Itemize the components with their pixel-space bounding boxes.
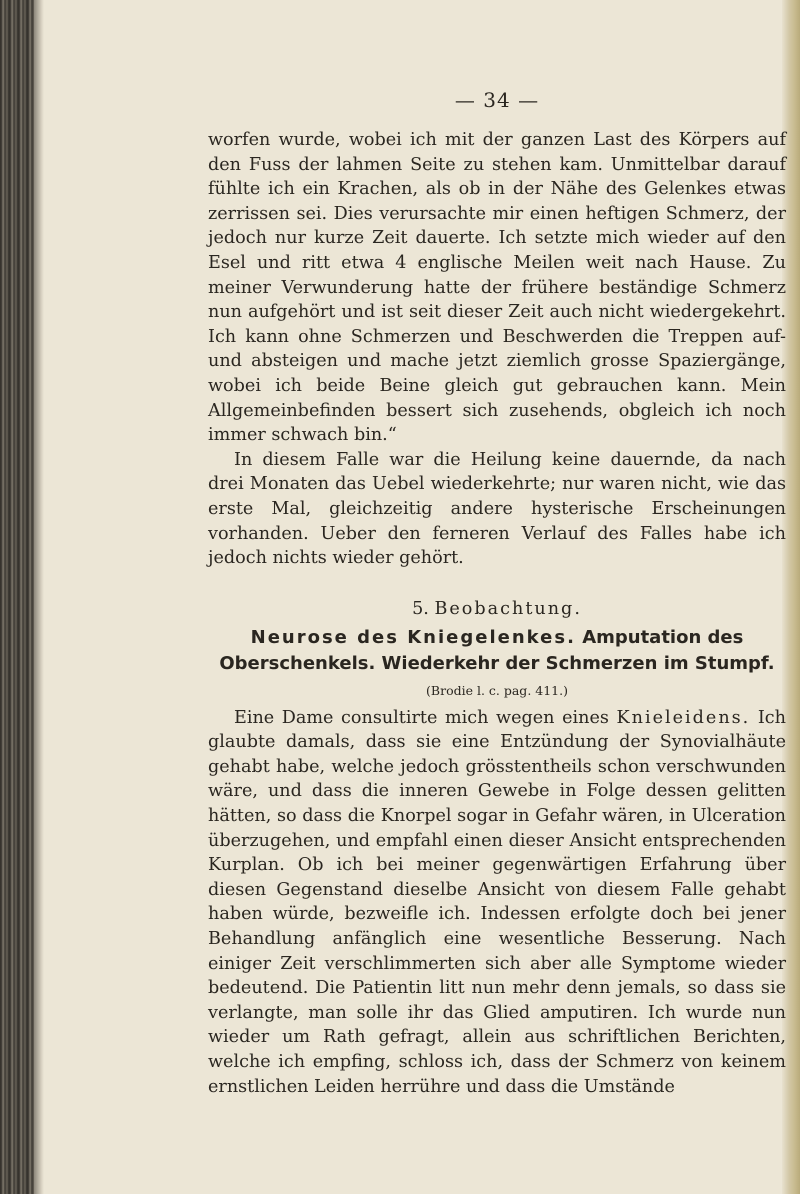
scan-binding-shadow <box>0 0 34 1194</box>
section-number-word: Beobachtung. <box>434 598 582 619</box>
paragraph-case-start: Eine Dame consultirte mich wegen eines <box>234 707 609 728</box>
section-title-neurose: Neurose des Kniegelenkes. <box>250 626 576 648</box>
paragraph-case-rest: Ich glaubte damals, dass sie eine Entzündung der Synovialhäute gehabt habe, welche jedoch grösstentheils schon verschwunden wäre, und dass die inneren Gewebe in Folge dessen gelitten hätten, so dass die Knorpel sogar in Gefahr wären, in Ulceration überzugehen, und empfahl einen dieser Ansicht entsprechenden Kurplan. Ob ich bei meiner gegenwärtigen Erfahrung über diesen Gegenstand dieselbe Ansicht von diesem Falle gehabt haben würde, bezweifle ich. Indessen erfolgte doch bei jener Behandlung anfänglich eine wesentliche Besserung. Nach einiger Zeit verschlimmerten sich aber alle Symptome wieder bedeutend. Die Patientin litt nun mehr denn jemals, so dass sie verlangte, man solle ihr das Glied amputiren. Ich wurde nun wieder um Rath gefragt, allein aus schriftlichen Berichten, welche ich empfing, schloss ich, dass der Schmerz von keinem ernstlichen Leiden herrühre und dass die Umstände <box>208 707 786 1097</box>
section-title <box>208 625 786 677</box>
page-number: — 34 — <box>454 88 540 112</box>
paragraph-case <box>208 706 786 1100</box>
paragraph-heilung: In diesem Falle war die Heilung keine dauernde, da nach drei Monaten das Uebel wiederkehrte; nur waren nicht, wie das erste Mal, gleichzeitig andere hysterische Erscheinungen vorhanden. Ueber den ferneren Verlauf des Falles habe ich jedoch nichts wieder gehört. <box>208 449 786 569</box>
paragraph-continuation: worfen wurde, wobei ich mit der ganzen Last des Körpers auf den Fuss der lahmen Seite zu stehen kam. Unmittelbar darauf fühlte ich ein Krachen, als ob in der Nähe des Gelenkes etwas zerrissen sei. Dies verursachte mir einen heftigen Schmerz, der jedoch nur kurze Zeit dauerte. Ich setzte mich wieder auf den Esel und ritt etwa 4 englische Meilen weit nach Hause. Zu meiner Verwunderung hatte der frühere beständige Schmerz nun aufgehört und ist seit dieser Zeit auch nicht wiedergekehrt. Ich kann ohne Schmerzen und Beschwerden die Treppen auf- und absteigen und mache jetzt ziemlich grosse Spaziergänge, wobei ich beide Beine gleich gut gebrauchen kann. Mein Allgemeinbefinden bessert sich zusehends, obgleich ich noch immer schwach bin.“ <box>208 130 786 446</box>
section-number-prefix: 5. <box>412 598 429 619</box>
section-number <box>208 597 786 621</box>
section-title-amputation: Amputation des Oberschenkels. Wiederkehr der Schmerzen im Stumpf. <box>219 626 775 674</box>
book-page <box>208 88 786 1099</box>
section-reference: (Brodie l. c. pag. 411.) <box>426 682 568 698</box>
scan-binding-edge <box>34 0 44 1194</box>
paragraph-case-emphasis: Knieleidens. <box>616 707 751 728</box>
